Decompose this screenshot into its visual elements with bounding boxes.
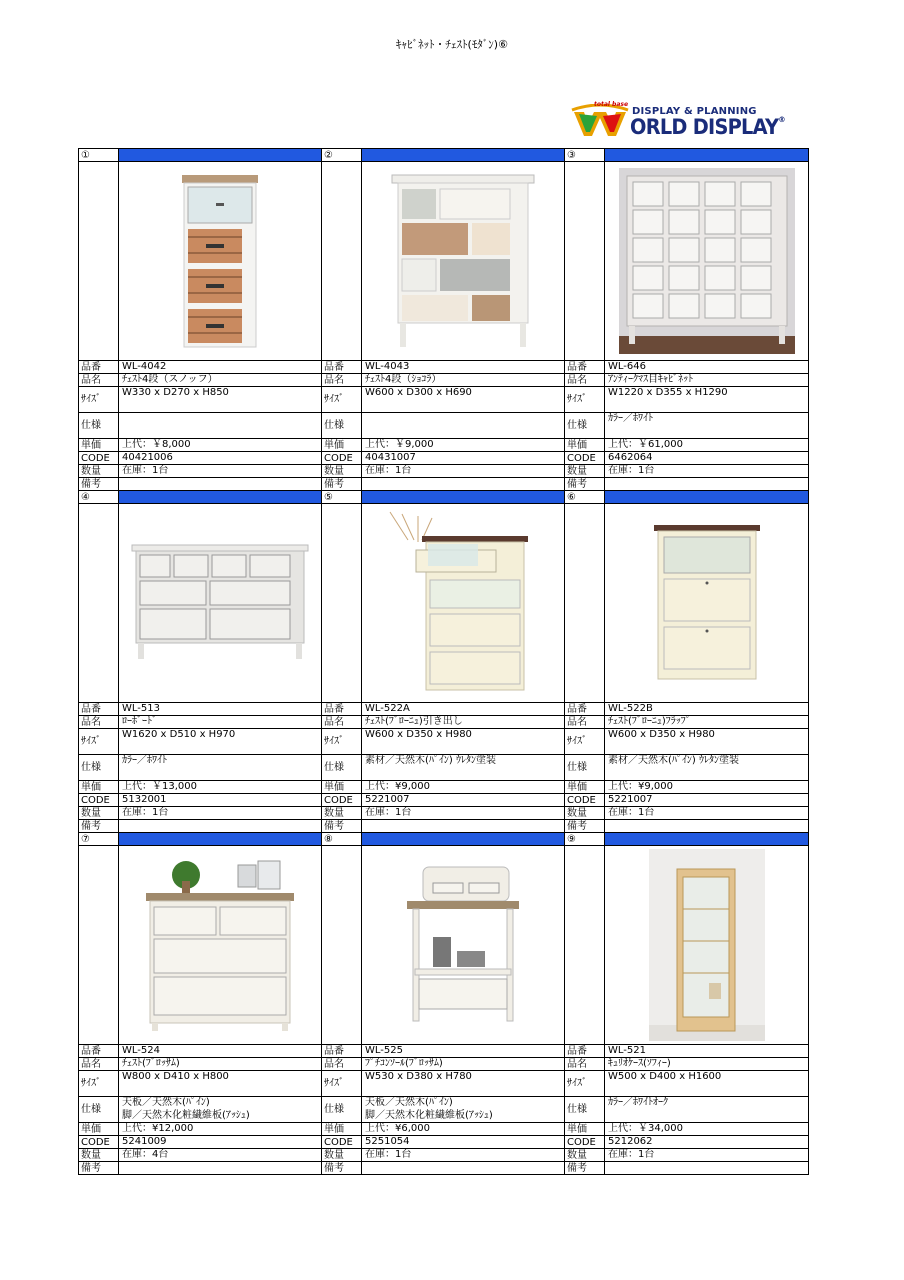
item-qty: 在庫：1台 — [608, 807, 655, 818]
item-size: W1220 x D355 x H1290 — [608, 387, 728, 398]
curio-case-image — [649, 849, 765, 1041]
item-qty: 在庫：1台 — [365, 807, 412, 818]
item-size: W1620 x D510 x H970 — [122, 729, 236, 740]
header-bar — [362, 491, 564, 503]
item-code: 5251054 — [365, 1136, 410, 1147]
item-no: WL-521 — [608, 1045, 646, 1056]
product-image — [605, 504, 808, 702]
item-name: ﾁｪｽﾄ4段（ｼｮｺﾗ） — [365, 374, 442, 385]
item-qty: 在庫：1台 — [365, 1149, 412, 1160]
item-price: 上代：¥9,000 — [365, 781, 430, 792]
product-image — [605, 162, 808, 360]
item-name: ﾁｪｽﾄ(ﾌﾞﾛｰﾆｭ)ﾌﾗｯﾌﾟ — [608, 716, 691, 727]
item-no: WL-524 — [122, 1045, 160, 1056]
logo-main-text: ORLD DISPLAY® — [630, 115, 785, 139]
product-image — [119, 846, 321, 1044]
product-grid — [78, 148, 809, 1175]
item-note — [605, 820, 808, 832]
product-card: ③ 品番 WL-646 品名 ｱﾝﾃｨｰｸﾏｽ目ｷｬﾋﾞﾈｯﾄ ｻｲｽﾞ W1220 x D355 x H1290 仕様 ｶﾗｰ／ﾎﾜｲﾄ 単価 上代：￥61,000 CODE 6462064 数量 在庫：1台 備考 — [565, 149, 809, 491]
item-price: 上代：￥34,000 — [608, 1123, 683, 1134]
header-bar — [362, 149, 564, 161]
item-name: ｱﾝﾃｨｰｸﾏｽ目ｷｬﾋﾞﾈｯﾄ — [608, 374, 693, 385]
item-spec: ｶﾗｰ／ﾎﾜｲﾄ — [122, 755, 167, 766]
item-price: 上代：¥6,000 — [365, 1123, 430, 1134]
header-bar — [119, 833, 321, 845]
item-qty: 在庫：4台 — [122, 1149, 169, 1160]
item-note — [605, 478, 808, 490]
product-block — [79, 491, 809, 833]
item-size: W600 x D350 x H980 — [608, 729, 715, 740]
product-image — [119, 504, 321, 702]
item-note — [362, 820, 564, 832]
item-size: W800 x D410 x H800 — [122, 1071, 229, 1082]
product-card: ④ 品番 WL-513 品名 ﾛｰﾎﾞｰﾄﾞ ｻｲｽﾞ W1620 x D510 x H970 仕様 ｶﾗｰ／ﾎﾜｲﾄ 単価 上代：￥13,000 CODE 5132001 数量 在庫：1台 備考 — [79, 491, 322, 833]
item-code: 40421006 — [122, 452, 173, 463]
page-title: ｷｬﾋﾞﾈｯﾄ・ﾁｪｽﾄ(ﾓﾀﾞﾝ)⑥ — [396, 38, 508, 51]
item-no: WL-522A — [365, 703, 410, 714]
logo-w-mark-icon — [570, 104, 630, 138]
item-name: ﾁｪｽﾄ(ﾌﾞﾛｯｻﾑ) — [122, 1058, 180, 1069]
item-no: WL-522B — [608, 703, 653, 714]
petit-console-image — [403, 865, 523, 1025]
chest-multi-drawer-image — [388, 171, 538, 351]
item-no: WL-525 — [365, 1045, 403, 1056]
header-bar — [605, 149, 808, 161]
product-card: ⑨ 品番 WL-521 品名 ｷｭﾘｵｹｰｽ(ｿﾌｨｰ) ｻｲｽﾞ W500 x D400 x H1600 仕様 ｶﾗｰ／ﾎﾜｲﾄｵｰｸ 単価 上代：￥34,000 CODE 5212062 数量 在庫：1台 備考 — [565, 833, 809, 1175]
item-number: ④ — [79, 491, 119, 503]
item-spec: 素材／天然木(ﾊﾟｲﾝ) ｳﾚﾀﾝ塗装 — [365, 755, 496, 766]
item-no: WL-646 — [608, 361, 646, 372]
item-name: ﾁｪｽﾄ4段（スノッフ） — [122, 374, 218, 385]
item-note — [119, 478, 321, 490]
item-code: 5132001 — [122, 794, 167, 805]
item-code: 5221007 — [365, 794, 410, 805]
item-no: WL-513 — [122, 703, 160, 714]
item-name: ｷｭﾘｵｹｰｽ(ｿﾌｨｰ) — [608, 1058, 671, 1069]
product-card: ⑤ 品番 WL-522A 品名 ﾁｪｽﾄ(ﾌﾞﾛｰﾆｭ)引き出し ｻｲｽﾞ W600 x D350 x H980 仕様 素材／天然木(ﾊﾟｲﾝ) ｳﾚﾀﾝ塗装 単価 上代：¥9,000 CODE 5221007 数量 在庫：1台 備考 — [322, 491, 565, 833]
chest-drawer-image — [388, 510, 538, 696]
item-note — [605, 1162, 808, 1174]
item-note — [119, 820, 321, 832]
header-bar — [605, 833, 808, 845]
item-size: W330 x D270 x H850 — [122, 387, 229, 398]
chest-flap-image — [652, 523, 762, 683]
product-block — [79, 833, 809, 1175]
product-block — [79, 149, 809, 491]
item-name: ﾌﾟﾁｺﾝｿｰﾙ(ﾌﾞﾛｯｻﾑ) — [365, 1058, 443, 1069]
item-name: ﾛｰﾎﾞｰﾄﾞ — [122, 716, 157, 727]
item-number: ① — [79, 149, 119, 161]
product-image — [362, 162, 564, 360]
item-note — [119, 1162, 321, 1174]
item-qty: 在庫：1台 — [122, 465, 169, 476]
item-note — [362, 478, 564, 490]
header-bar — [119, 149, 321, 161]
item-qty: 在庫：1台 — [365, 465, 412, 476]
item-code: 5221007 — [608, 794, 653, 805]
logo-top-text: DISPLAY & PLANNING — [632, 106, 757, 117]
item-number: ⑤ — [322, 491, 362, 503]
item-code: 5241009 — [122, 1136, 167, 1147]
product-image — [605, 846, 808, 1044]
world-display-logo — [570, 101, 795, 140]
item-qty: 在庫：1台 — [608, 1149, 655, 1160]
product-image — [362, 504, 564, 702]
product-card: ⑧ 品番 WL-525 品名 ﾌﾟﾁｺﾝｿｰﾙ(ﾌﾞﾛｯｻﾑ) ｻｲｽﾞ W530 x D380 x H780 仕様 天板／天然木(ﾊﾟｲﾝ) 脚／天然木化粧繊維板(ｱｯｼｭ) 単価 上代：¥6,000 CODE 5251054 数量 在庫：1台 備考 — [322, 833, 565, 1175]
product-image — [119, 162, 321, 360]
header-bar — [119, 491, 321, 503]
chest-4-drawer-image — [178, 173, 262, 349]
header-bar — [605, 491, 808, 503]
item-qty: 在庫：1台 — [122, 807, 169, 818]
item-price: 上代：¥12,000 — [122, 1123, 194, 1134]
item-number: ⑥ — [565, 491, 605, 503]
chest-blossom-image — [142, 857, 298, 1033]
antique-cabinet-image — [619, 168, 795, 354]
item-spec: 天板／天然木(ﾊﾟｲﾝ) 脚／天然木化粧繊維板(ｱｯｼｭ) — [365, 1097, 493, 1121]
low-board-image — [130, 543, 310, 663]
item-price: 上代：￥8,000 — [122, 439, 191, 450]
item-spec: ｶﾗｰ／ﾎﾜｲﾄｵｰｸ — [608, 1097, 668, 1108]
header-bar — [362, 833, 564, 845]
item-qty: 在庫：1台 — [608, 465, 655, 476]
item-size: W600 x D300 x H690 — [365, 387, 472, 398]
item-price: 上代：￥13,000 — [122, 781, 197, 792]
item-size: W500 x D400 x H1600 — [608, 1071, 722, 1082]
item-number: ② — [322, 149, 362, 161]
item-number: ③ — [565, 149, 605, 161]
item-price: 上代：￥9,000 — [365, 439, 434, 450]
item-code: 5212062 — [608, 1136, 653, 1147]
item-number: ⑦ — [79, 833, 119, 845]
product-card: ② 品番 WL-4043 品名 ﾁｪｽﾄ4段（ｼｮｺﾗ） ｻｲｽﾞ W600 x D300 x H690 仕様 単価 上代：￥9,000 CODE 40431007 数量 在庫：1台 備考 — [322, 149, 565, 491]
product-card: ⑦ 品番 WL-524 品名 ﾁｪｽﾄ(ﾌﾞﾛｯｻﾑ) ｻｲｽﾞ W800 x D410 x H800 仕様 天板／天然木(ﾊﾟｲﾝ) 脚／天然木化粧繊維板(ｱｯｼｭ) 単価 上代：¥12,000 CODE 5241009 数量 在庫：4台 備考 — [79, 833, 322, 1175]
item-price: 上代：¥9,000 — [608, 781, 673, 792]
item-code: 40431007 — [365, 452, 416, 463]
item-spec: ｶﾗｰ／ﾎﾜｲﾄ — [608, 413, 653, 424]
item-code: 6462064 — [608, 452, 653, 463]
item-name: ﾁｪｽﾄ(ﾌﾞﾛｰﾆｭ)引き出し — [365, 716, 463, 727]
product-card: ① 品番 WL-4042 品名 ﾁｪｽﾄ4段（スノッフ） ｻｲｽﾞ W330 x D270 x H850 仕様 単価 上代：￥8,000 CODE 40421006 数量 在庫：1台 備考 — [79, 149, 322, 491]
item-note — [362, 1162, 564, 1174]
item-price: 上代：￥61,000 — [608, 439, 683, 450]
product-card: ⑥ 品番 WL-522B 品名 ﾁｪｽﾄ(ﾌﾞﾛｰﾆｭ)ﾌﾗｯﾌﾟ ｻｲｽﾞ W600 x D350 x H980 仕様 素材／天然木(ﾊﾟｲﾝ) ｳﾚﾀﾝ塗装 単価 上代：¥9,000 CODE 5221007 数量 在庫：1台 備考 — [565, 491, 809, 833]
item-spec: 素材／天然木(ﾊﾟｲﾝ) ｳﾚﾀﾝ塗装 — [608, 755, 739, 766]
item-no: WL-4042 — [122, 361, 167, 372]
product-image — [362, 846, 564, 1044]
logo-tagline: total base — [594, 101, 629, 108]
item-number: ⑧ — [322, 833, 362, 845]
item-no: WL-4043 — [365, 361, 410, 372]
item-number: ⑨ — [565, 833, 605, 845]
item-size: W530 x D380 x H780 — [365, 1071, 472, 1082]
item-size: W600 x D350 x H980 — [365, 729, 472, 740]
item-spec: 天板／天然木(ﾊﾟｲﾝ) 脚／天然木化粧繊維板(ｱｯｼｭ) — [122, 1097, 250, 1121]
